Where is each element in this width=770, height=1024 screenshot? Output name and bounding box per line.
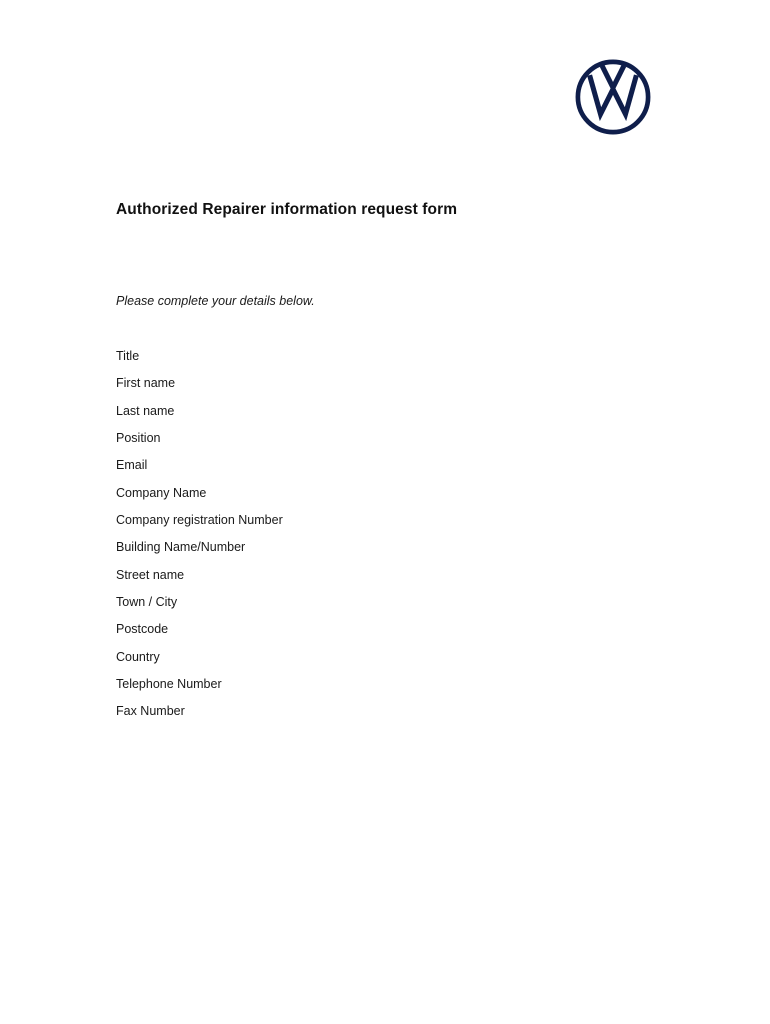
- field-label-title: Title: [116, 349, 140, 363]
- field-label-first-name: First name: [116, 376, 176, 391]
- field-list: [116, 348, 283, 731]
- field-label-last-name: Last name: [116, 403, 175, 418]
- field-label-country: Country: [116, 649, 160, 664]
- vw-logo-icon: [572, 58, 654, 136]
- field-label-telephone-number: Telephone Number: [116, 677, 222, 692]
- field-label-building-name-number: Building Name/Number: [116, 540, 246, 555]
- field-label-town-city: Town / City: [116, 595, 178, 610]
- field-label-fax-number: Fax Number: [116, 704, 185, 719]
- field-label-email: Email: [116, 458, 148, 473]
- page-title: Authorized Repairer information request form: [116, 201, 458, 218]
- field-label-street-name: Street name: [116, 567, 185, 582]
- field-label-position: Position: [116, 431, 161, 446]
- field-label-company-name: Company Name: [116, 485, 207, 500]
- field-label-postcode: Postcode: [116, 622, 169, 637]
- intro-text: Please complete your details below.: [116, 294, 315, 308]
- field-label-company-registration-number: Company registration Number: [116, 513, 283, 528]
